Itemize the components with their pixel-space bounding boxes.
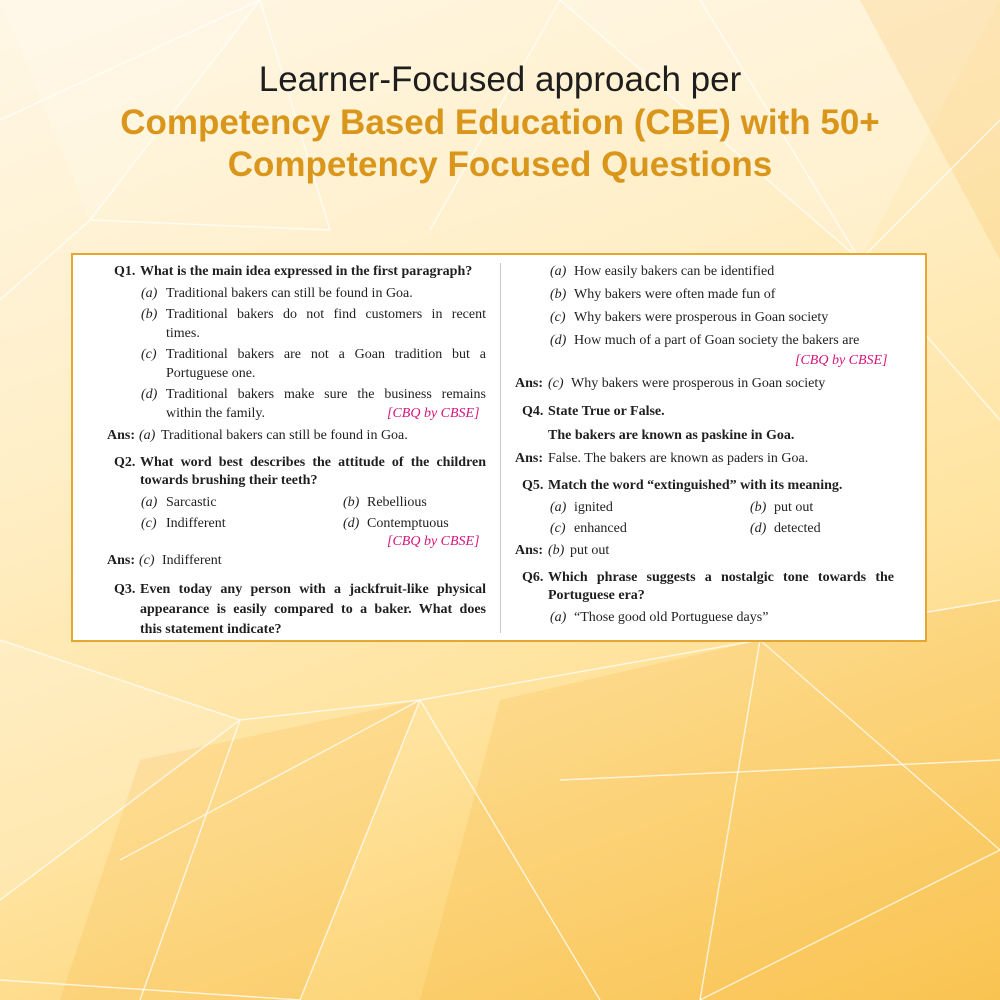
headline: [0, 58, 1000, 186]
q4-answer-label: Ans:: [515, 451, 544, 466]
q3-option-b: Why bakers were often made fun of: [574, 287, 776, 302]
q5-question: Match the word “extinguished” with its meaning.: [548, 478, 843, 493]
q1-option-c-line-1: Traditional bakers are not a Goan tradition but a: [166, 347, 486, 362]
q6-question-line-2: Portuguese era?: [548, 588, 645, 603]
q5-option-b-label: (b): [750, 500, 767, 515]
q2-option-d-label: (d): [343, 516, 360, 531]
q2-answer-text: Indifferent: [162, 553, 222, 568]
q4-number: Q4.: [522, 404, 544, 419]
q1-option-b-label: (b): [141, 307, 158, 322]
q5-answer-text: put out: [570, 543, 610, 558]
q2-cbq-tag: [CBQ by CBSE]: [387, 534, 480, 549]
q3-option-c: Why bakers were prosperous in Goan society: [574, 310, 829, 325]
q1-cbq-tag: [CBQ by CBSE]: [387, 406, 480, 421]
q5-answer-label: Ans:: [515, 543, 544, 558]
q1-option-c-label: (c): [141, 347, 157, 362]
q6-option-a: “Those good old Portuguese days”: [574, 610, 769, 625]
q4-answer-text: False. The bakers are known as paders in Goa.: [548, 451, 809, 466]
headline-line-2: Competency Based Education (CBE) with 50+: [120, 103, 880, 142]
q1-option-a: Traditional bakers can still be found in Goa.: [166, 286, 413, 301]
q5-option-a: ignited: [574, 500, 613, 515]
question-card: [71, 253, 927, 642]
q5-option-a-label: (a): [550, 500, 567, 515]
q1-option-a-label: (a): [141, 286, 158, 301]
q6-number: Q6.: [522, 570, 544, 585]
q2-option-c-label: (c): [141, 516, 157, 531]
q3-option-b-label: (b): [550, 287, 567, 302]
q1-option-d-line-1: Traditional bakers make sure the business remains: [166, 387, 486, 402]
q3-number: Q3.: [114, 582, 136, 597]
q3-answer-option: (c): [548, 376, 564, 391]
q5-answer-option: (b): [548, 543, 565, 558]
q3-question-line-3: this statement indicate?: [140, 622, 282, 637]
q1-option-d-label: (d): [141, 387, 158, 402]
q1-answer-option: (a): [139, 428, 156, 443]
q2-option-c: Indifferent: [166, 516, 226, 531]
q5-option-c-label: (c): [550, 521, 566, 536]
q2-option-a-label: (a): [141, 495, 158, 510]
q6-option-a-label: (a): [550, 610, 567, 625]
q2-question-line-2: towards brushing their teeth?: [140, 473, 318, 488]
q6-question-line-1: Which phrase suggests a nostalgic tone towards the: [548, 570, 894, 585]
q4-statement: The bakers are known as paskine in Goa.: [548, 428, 795, 443]
q2-number: Q2.: [114, 455, 136, 470]
q3-option-a: How easily bakers can be identified: [574, 264, 775, 279]
q5-option-c: enhanced: [574, 521, 627, 536]
q2-option-b: Rebellious: [367, 495, 427, 510]
q1-answer-label: Ans:: [107, 428, 136, 443]
q3-question-line-2: appearance is easily compared to a baker. What does: [140, 602, 486, 617]
q5-number: Q5.: [522, 478, 544, 493]
headline-line-1: Learner-Focused approach per: [258, 60, 742, 99]
q1-question: What is the main idea expressed in the first paragraph?: [140, 264, 473, 279]
q2-option-d: Contemptuous: [367, 516, 449, 531]
q1-answer-text: Traditional bakers can still be found in Goa.: [161, 428, 408, 443]
q2-option-b-label: (b): [343, 495, 360, 510]
q3-answer-label: Ans:: [515, 376, 544, 391]
q3-cbq-tag: [CBQ by CBSE]: [795, 353, 888, 368]
q3-question-line-1: Even today any person with a jackfruit-like physical: [140, 582, 486, 597]
q1-option-b-line-2: times.: [166, 326, 200, 341]
q3-option-d: How much of a part of Goan society the bakers are: [574, 333, 860, 348]
q1-option-b-line-1: Traditional bakers do not find customers in recent: [166, 307, 486, 322]
q3-option-a-label: (a): [550, 264, 567, 279]
q3-answer-text: Why bakers were prosperous in Goan society: [571, 376, 826, 391]
q5-option-d-label: (d): [750, 521, 767, 536]
q2-option-a: Sarcastic: [166, 495, 217, 510]
q1-number: Q1.: [114, 264, 136, 279]
headline-line-3: Competency Focused Questions: [227, 145, 773, 184]
q2-question-line-1: What word best describes the attitude of the children: [140, 455, 486, 470]
q3-option-d-label: (d): [550, 333, 567, 348]
q1-option-c-line-2: Portuguese one.: [166, 366, 256, 381]
q3-option-c-label: (c): [550, 310, 566, 325]
q5-option-b: put out: [774, 500, 814, 515]
column-divider: [500, 263, 501, 633]
q1-option-d-line-2: within the family.: [166, 406, 266, 421]
q2-answer-option: (c): [139, 553, 155, 568]
q2-answer-label: Ans:: [107, 553, 136, 568]
q5-option-d: detected: [774, 521, 821, 536]
q4-question: State True or False.: [548, 404, 665, 419]
